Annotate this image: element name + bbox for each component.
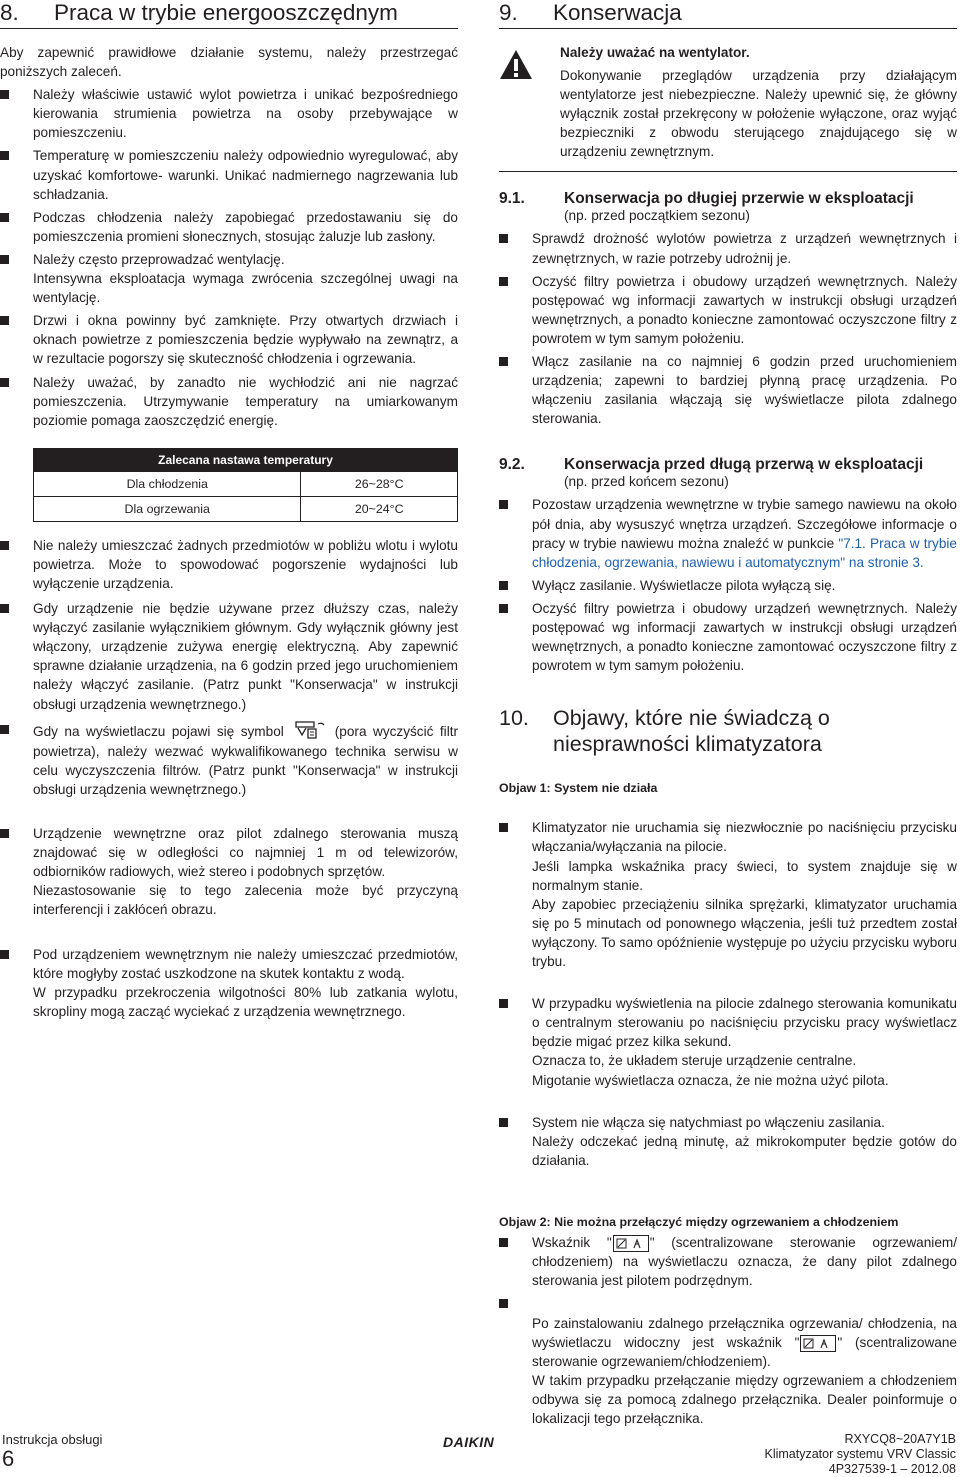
table-cell-mode: Dla ogrzewania (34, 496, 301, 521)
table-cell-value: 20~24°C (301, 496, 458, 521)
subsection-9-1 (499, 189, 957, 428)
list-item (0, 146, 458, 203)
list-item (499, 272, 957, 348)
list-item (499, 229, 957, 267)
list-item (499, 1294, 957, 1428)
list-item-text: Sprawdź drożność wylotów powietrza z urządzeń wewnętrznych i zewnętrznych, w razie potrzeby udrożnij je. (532, 231, 957, 266)
list-item-text: Wyłącz zasilanie. Wyświetlacze pilota wyłączą się. (532, 577, 836, 593)
list-item-text: Podczas chłodzenia należy zapobiegać przedostawaniu się do pomieszczenia promieni słonecznych, stosując żaluzje lub zasłony. (33, 209, 458, 244)
daikin-logo (441, 1434, 517, 1455)
energy-tips-list (0, 85, 458, 430)
list-item-text: Należy uważać, by zanadto nie wychłodzić ani nie nagrzać pomieszczenia. Utrzymywanie temperatury na umiarkowanym poziomie pomaga zaoszczędzić energię. (33, 374, 458, 428)
warning-box (499, 45, 957, 172)
list-item-text: W przypadku wyświetlenia na pilocie zdalnego sterowania komunikatu o centralnym sterowaniu po naciśnięciu przycisku pracy wyświetlacz będzie migać przez kilka sekund. Oznacza to, że układem steruje urządzenie centralne. Migotanie wyświetlacza oznacza, że nie można użyć pilota. (532, 996, 957, 1088)
section-number: 8. (0, 0, 19, 25)
list-item-text: Należy często przeprowadzać wentylację. Intensywna eksploatacja wymaga zwrócenia szczególnej uwagi na wentylację. (33, 251, 458, 306)
list-item (0, 85, 458, 142)
page-footer (0, 1430, 960, 1476)
list-item (0, 824, 458, 919)
energy-tips-list-3 (0, 799, 458, 1040)
list-item (499, 495, 957, 571)
temperature-table (33, 448, 458, 522)
list-item-text: Pod urządzeniem wewnętrznym nie należy umieszczać przedmiotów, które mogłyby zostać uszkodzone na skutek kontaktu z wodą. W przypadku przekroczenia wilgotności 80% lub zatkania wylotu, skropliny mogą zacząć wyciekać z urządzenia wewnętrznego. (33, 946, 458, 1019)
intro-text: Aby zapewnić prawidłowe działanie systemu, należy przestrzegać poniższych zaleceń. (0, 45, 458, 80)
list-item (499, 1233, 957, 1290)
list-item (0, 945, 458, 1021)
warning-title: Należy uważać na wentylator. (560, 45, 750, 60)
section-9-heading (499, 0, 957, 29)
section-title: Objawy, które nie świadczą o niesprawności klimatyzatora (553, 706, 830, 757)
list-item (0, 208, 458, 246)
list-item (499, 599, 957, 675)
list-item-text: Gdy urządzenie nie będzie używane przez dłuższy czas, należy wyłączyć zasilanie wyłącznikiem głównym. Gdy wyłącznik główny jest włączony, urządzenie zużywa energię elektryczną. Aby zapewnić sprawne działanie urządzenia, na 6 godzin przed jego uruchomieniem należy włączyć zasilanie. (Patrz punkt "Konserwacja" w instrukcji obsługi urządzenia wewnętrznego.) (33, 601, 458, 712)
subsection-note: (np. przed końcem sezonu) (564, 474, 729, 490)
list-item (0, 599, 458, 714)
subsection-note: (np. przed początkiem sezonu) (564, 208, 750, 224)
subsection-title: Konserwacja przed długą przerwą w eksploatacji (564, 456, 924, 474)
section-reference-link[interactable]: "7.1. Praca w trybie chłodzenia, ogrzewania, nawiewu i automatycznym" na stronie 3. (532, 535, 957, 570)
list-item-text: Urządzenie wewnętrzne oraz pilot zdalnego sterowania muszą znajdować się w odległości co najmniej 1 m od telewizorów, odbiorników radiowych, wież stereo i podobnych sprzętów. Niezastosowanie się to tego zalecenia może być przyczyną interferencji i zakłóceń obrazu. (33, 826, 458, 918)
list-item-text: Oczyść filtry powietrza i obudowy urządzeń wewnętrznych. Należy postępować wg informacji zawartych w instrukcji obsługi urządzeń wewnętrznych, a ponadto konieczne zamontować oczyszczone filtry z powrotem w tym samym położeniu. (532, 600, 957, 674)
list-item-text: Należy właściwie ustawić wylot powietrza i unikać bezpośredniego kierowania strumienia powietrza na osoby przebywające w pomieszczeniu. (33, 87, 458, 141)
central-control-icon (800, 1335, 836, 1352)
subsection-heading (499, 189, 957, 208)
maintenance-list-1 (499, 229, 957, 428)
model-code: RXYCQ8~20A7Y1B (844, 1432, 956, 1446)
warning-text: Dokonywanie przeglądów urządzenia przy działającym wentylatorze jest niebezpieczne. Należy upewnić się, że główny wyłącznik został przekręcony w położenie wyłączone, oraz wyjąć bezpieczniki z obwodu sterującego znajdującego się w urządzeniu zewnętrznym. (560, 68, 957, 160)
list-item-text: System nie włącza się natychmiast po włączeniu zasilania. Należy odczekać jedną minutę, aż mikrokomputer będzie gotów do działania. (532, 1114, 957, 1168)
list-item (0, 373, 458, 430)
list-item-text: Pozostaw urządzenia wewnętrzne w trybie samego nawiewu na około pół dnia, aby wysuszyć wnętrza urządzeń. Szczegółowe informacje o pracy w trybie nawiewu można znaleźć w punkcie (532, 497, 957, 551)
list-item-text: Drzwi i okna powinny być zamknięte. Przy otwartych drzwiach i oknach powietrze z pomieszczenia będzie wypływało na zewnątrz, a w rezultacie pogorszy się skuteczność chłodzenia i ogrzewania. (33, 313, 458, 367)
warning-icon (499, 45, 560, 161)
subsection-number: 9.1. (499, 190, 525, 208)
document-code: 4P327539-1 – 2012.08 (828, 1462, 956, 1476)
list-item-text: " (scentralizowane sterowanie ogrzewaniem/ chłodzeniem) na wyświetlaczu oznacza, że dany pilot zdalnego sterowania jest pilotem podrzędnym. (532, 1235, 957, 1289)
product-name: Klimatyzator systemu VRV Classic (764, 1447, 956, 1461)
subsection-heading (499, 455, 957, 474)
table-row (34, 496, 458, 521)
list-item-text: Nie należy umieszczać żadnych przedmiotów w pobliżu wlotu i wylotu powietrza. Może to spowodować pogorszenie wydajności lub wyłączenie urządzenia. (33, 537, 458, 591)
table-cell-value: 26~28°C (301, 471, 458, 496)
list-item-text: " (scentralizowane sterowanie ogrzewaniem/chłodzeniem). W takim przypadku przełączanie między ogrzewaniem a chłodzeniem odbywa się za pomocą zdalnego przełącznika. Dealer poinformuje o lokalizacji tego przełącznika. (532, 1334, 957, 1426)
list-item-text: Włącz zasilanie na co najmniej 6 godzin przed uruchomieniem urządzenia; zapewni to bardziej płynną pracę urządzenia. Po włączeniu zasilania włączają się wyświetlacze pilota zdalnego sterowania. (532, 354, 957, 427)
section-number: 10. (499, 706, 529, 731)
subsection-9-2 (499, 455, 957, 675)
footer-right (765, 1432, 957, 1477)
list-item-text: Klimatyzator nie uruchamia się niezwłocznie po naciśnięciu przycisku włączania/wyłączania na pilocie. Jeśli lampka wskaźnika pracy świeci, to system znajduje się w normalnym stanie. Aby zapobiec przeciążeniu silnika sprężarki, klimatyzator uruchamia się po 5 minutach od ponownego włączenia, jeśli tuż przedtem został wyłączony. To samo opóźnienie występuje po użyciu przycisku wyboru trybu. (532, 820, 957, 969)
symptom-2-list (499, 1233, 957, 1428)
list-item-text: Gdy na wyświetlaczu pojawi się symbol (33, 723, 284, 739)
section-number: 9. (499, 0, 518, 25)
document-label: Instrukcja obsługi (2, 1432, 103, 1447)
page-number: 6 (2, 1446, 15, 1471)
list-item (499, 352, 957, 428)
table-row (34, 471, 458, 496)
list-item (499, 994, 957, 1089)
subsection-number: 9.2. (499, 456, 525, 474)
maintenance-list-2 (499, 495, 957, 675)
symptom-1-list (499, 799, 957, 1189)
left-column (0, 0, 458, 1040)
symptom-title: Objaw 2: Nie można przełączyć między ogrzewaniem a chłodzeniem (499, 1215, 899, 1230)
list-item (0, 311, 458, 368)
filter-clean-icon (292, 720, 326, 742)
subsection-title: Konserwacja po długiej przerwie w eksploatacji (564, 190, 914, 208)
list-item-text: (pora wyczyścić filtr powietrza), należy wezwać wykwalifikowanego technika serwisu w celu wyczyszczenia filtrów. (Patrz punkt "Konserwacja" w instrukcji obsługi urządzenia wewnętrznego.) (33, 723, 459, 797)
symptom-1 (499, 781, 957, 1189)
section-title: Konserwacja (553, 0, 682, 25)
right-column (499, 0, 957, 1428)
symptom-title: Objaw 1: System nie działa (499, 781, 658, 796)
list-item-text: Temperaturę w pomieszczeniu należy odpowiednio wyregulować, aby uzyskać komfortowe- warunki. Unikać nadmiernego nagrzewania lub schładzania. (33, 148, 458, 202)
list-item (0, 720, 458, 799)
symptom-2 (499, 1215, 957, 1428)
logo-text: DAIKIN (443, 1434, 495, 1450)
list-item (499, 818, 957, 971)
table-header: Zalecana nastawa temperatury (34, 448, 458, 471)
list-item-text: Oczyść filtry powietrza i obudowy urządzeń wewnętrznych. Należy postępować wg informacji zawartych w instrukcji obsługi urządzeń wewnętrznych, a ponadto konieczne zamontować oczyszczone filtry z powrotem w tym samym położeniu. (532, 273, 957, 346)
list-item-text: Po zainstalowaniu zdalnego przełącznika ogrzewania/ chłodzenia, na wyświetlaczu widoczny jest wskaźnik " (532, 1315, 957, 1350)
list-item (0, 250, 458, 307)
section-10-heading (499, 705, 957, 757)
list-item (499, 1113, 957, 1170)
central-control-icon (613, 1235, 649, 1252)
section-title: Praca w trybie energooszczędnym (54, 0, 398, 25)
table-cell-mode: Dla chłodzenia (34, 471, 301, 496)
list-item (499, 576, 957, 595)
list-item (0, 536, 458, 593)
section-8-heading (0, 0, 458, 29)
list-item-text: Wskaźnik " (532, 1235, 612, 1251)
energy-tips-list-2 (0, 536, 458, 799)
